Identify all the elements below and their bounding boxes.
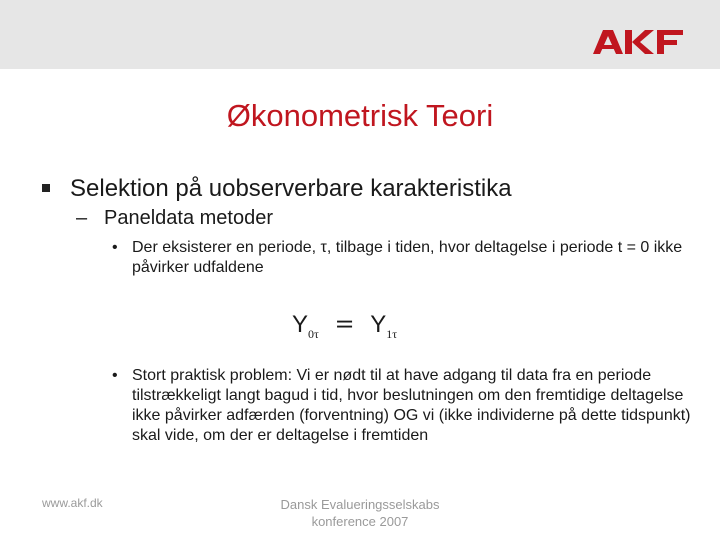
eq-left-sub: 0τ [308,326,319,341]
square-bullet-icon [42,184,50,192]
footer-event [240,496,480,530]
sub-heading-text: Paneldata metoder [104,207,274,229]
eq-left-var: Y [292,311,309,338]
dash-marker: – [76,207,88,229]
eq-right-var: Y [370,311,387,338]
slide-title: Økonometrisk Teori [226,98,494,133]
dot-bullet-2: • [112,367,118,384]
point-2-text: Stort praktisk problem: Vi er nødt til at have adgang til data fra en periode tilstrækkeligt langt bagud i tid, hvor beslutningen om den fremtidige deltagelse ikke påvirker adfærden (forventning) OG vi (ikke individerne på dette tidspunkt) skal vide, om der er deltagelse i fremtiden [132,367,691,444]
main-bullet-text: Selektion på uobserverbare karakteristika [70,175,512,202]
point-1-text: Der eksisterer en periode, τ, tilbage i tiden, hvor deltagelse i periode t = 0 ikke påvirker udfaldene [132,239,683,276]
eq-right-sub: 1τ [386,326,398,341]
dot-bullet-1: • [112,239,118,256]
akf-logo [593,30,685,54]
equation [292,310,397,342]
footer-event-line2: konference 2007 [311,514,409,529]
eq-operator: = [334,310,355,338]
footer-event-line1: Dansk Evalueringsselskabs [280,497,440,512]
footer-website: www.akf.dk [42,496,103,510]
